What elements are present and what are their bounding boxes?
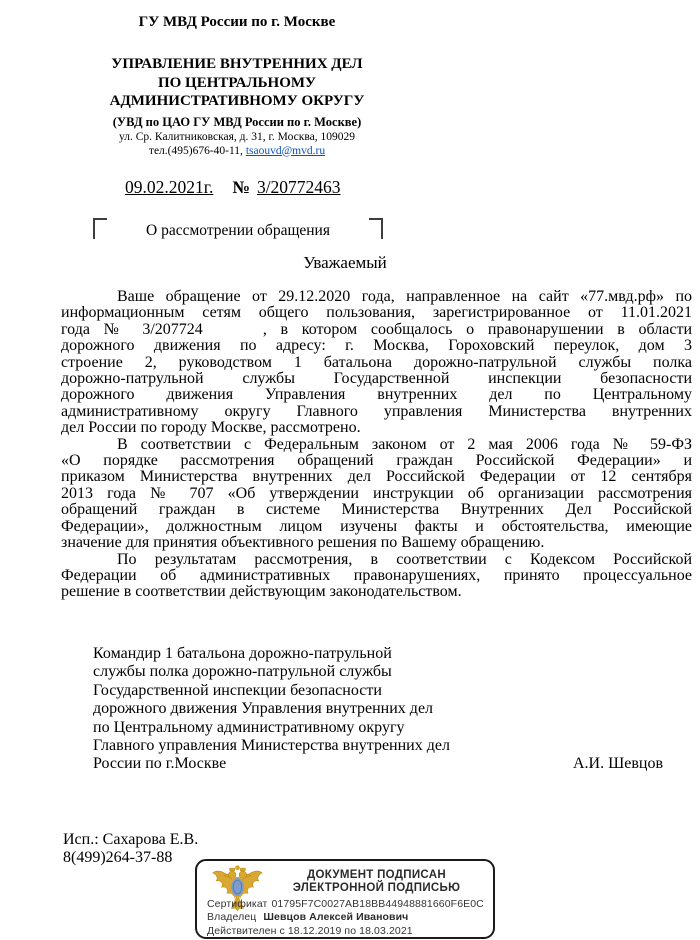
body-line: По результатам рассмотрения, в соответствии с Кодексом Российской — [117, 550, 692, 568]
email-link[interactable]: tsaouvd@mvd.ru — [245, 144, 326, 157]
signer-title-line: России по г.Москве — [93, 755, 227, 773]
signer-title-line: Командир 1 батальона дорожно-патрульной — [93, 645, 392, 662]
stamp-title-line2: ЭЛЕКТРОННОЙ ПОДПИСЬЮ — [292, 881, 461, 894]
body-line: Федерации об административных правонарушениях, принято процессуальное — [61, 566, 692, 584]
body-line — [61, 322, 692, 338]
owner-label: Владелец — [207, 911, 257, 923]
body-line: дел России по городу Москве, рассмотрено. — [61, 419, 361, 437]
signer-title-line: по Центральному административному округу — [93, 718, 405, 736]
org-short-name: (УВД по ЦАО ГУ МВД России по г. Москве) — [112, 114, 362, 129]
owner-value: Шевцов Алексей Иванович — [263, 911, 409, 923]
executor-name: Исп.: Сахарова Е.В. — [63, 831, 199, 848]
body-line: Федерации», должностным лицом изучены факты и обстоятельства, имеющие — [61, 517, 692, 535]
certificate-label: Сертификат — [207, 898, 268, 910]
org-name-line1: УПРАВЛЕНИЕ ВНУТРЕННИХ ДЕЛ — [111, 56, 363, 72]
letter-number: 3/20772463 — [256, 177, 341, 197]
org-address: ул. Ср. Калитниковская, д. 31, г. Москва, 109029 — [119, 130, 355, 143]
body-line: решение в соответствии действующим законодательством. — [61, 583, 462, 601]
executor-block — [63, 831, 198, 866]
org-name-line2: ПО ЦЕНТРАЛЬНОМУ — [157, 74, 317, 91]
certificate-value: 01795F7C0027AB18BB44948881660F6E0C — [271, 898, 484, 910]
signature-block — [93, 645, 692, 774]
stamp-owner-row — [207, 911, 408, 923]
org-name-line3: АДМИНИСТРАТИВНОМУ ОКРУГУ — [109, 93, 365, 109]
signer-title-line: службы полка дорожно-патрульной службы — [93, 663, 392, 681]
org-phone: тел.(495)676-40-11, — [148, 144, 246, 157]
body-line: строение 2, руководством 1 батальона дорожно-патрульной службы полка — [61, 353, 692, 371]
reference-line — [125, 177, 341, 198]
parent-org-name: ГУ МВД России по г. Москве — [138, 14, 336, 30]
signature-last-row — [93, 755, 692, 773]
stamp-title-line1: ДОКУМЕНТ ПОДПИСАН — [307, 869, 446, 881]
body-line: Ваше обращение от 29.12.2020 года, направленное на сайт «77.мвд.рф» по — [117, 288, 692, 305]
letter-date: 09.02.2021г. — [125, 177, 214, 197]
body-line: административному округу Главного управления Министерства внутренних — [61, 402, 692, 420]
e-signature-stamp — [195, 859, 495, 939]
salutation: Уважаемый — [303, 253, 387, 272]
body-line: обращений граждан в системе Министерства Внутренних Дел Российской — [61, 501, 692, 519]
addressee-corner-right-icon — [369, 218, 383, 239]
body-line: дорожно-патрульной службы Государственной инспекции безопасности — [61, 370, 692, 388]
subject-zone — [93, 218, 383, 244]
addressee-corner-left-icon — [93, 218, 107, 239]
number-sign: № — [232, 177, 250, 197]
body-line: дорожного движения по адресу: г. Москва, Гороховский переулок, дом 3 — [61, 337, 692, 355]
body-line: 2013 года № 707 «Об утверждении инструкции об организации рассмотрения — [61, 484, 692, 502]
body-line: «О порядке рассмотрения обращений граждан Российской Федерации» и — [61, 452, 692, 470]
org-contacts — [62, 144, 412, 158]
subject-line: О рассмотрении обращения — [146, 222, 330, 239]
body-line: дорожного движения Управления внутренних дел по Центральному — [61, 386, 692, 404]
body-line: значение для принятия объективного решения по Вашему обращению. — [61, 534, 545, 552]
stamp-title — [269, 869, 484, 894]
letter-body — [61, 289, 692, 601]
letterhead — [62, 14, 412, 158]
body-fragment: , в котором сообщалось о правонарушении в области — [262, 320, 693, 338]
body-line: информационным сетям общего пользования, зарегистрированное от 11.01.2021 — [61, 304, 692, 322]
body-fragment: года № 3/207724 — [61, 320, 203, 338]
signer-name: А.И. Шевцов — [572, 755, 663, 773]
signer-title-line: дорожного движения Управления внутренних дел — [93, 700, 434, 718]
body-line: приказом Министерства внутренних дел Российской Федерации от 12 сентября — [61, 468, 692, 486]
executor-phone: 8(499)264-37-88 — [63, 848, 173, 866]
signer-title-line: Государственной инспекции безопасности — [93, 681, 382, 699]
stamp-certificate-row — [207, 898, 484, 910]
signer-title-line: Главного управления Министерства внутренних дел — [93, 737, 450, 755]
stamp-validity-row: Действителен с 18.12.2019 по 18.03.2021 — [207, 925, 413, 937]
body-line: В соответствии с Федеральным законом от 2 мая 2006 года № 59-ФЗ — [117, 435, 692, 453]
